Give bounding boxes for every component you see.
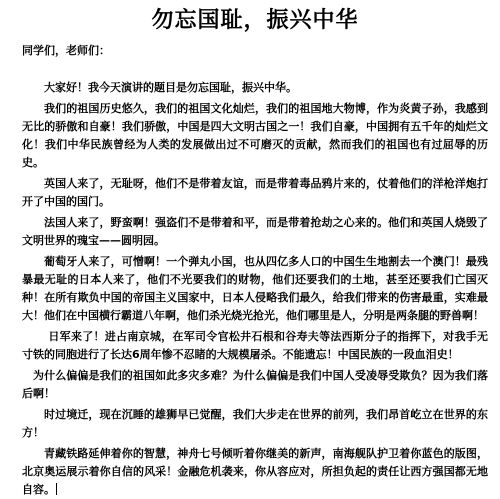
paragraph-4: 法国人来了，野蛮啊！强盗们不是带着和平，而是带着抢劫之心来的。他们和英国人烧毁了文明世界的瑰宝——圆明园。 bbox=[22, 216, 488, 247]
paragraph-2: 我们的祖国历史悠久，我们的祖国文化灿烂，我们的祖国地大物博，作为炎黄子孙，我感到无比的骄傲和自豪！我们骄傲，中国是四大文明古国之一！我们自豪，中国拥有五千年的灿烂文化！我们中华民族曾经为人类的发展做出过不可磨灭的贡献，然而我们的祖国也有过屈辱的历史。 bbox=[22, 102, 488, 169]
paragraph-7: 为什么偏偏是我们的祖国如此多灾多难？为什么偏偏是我们中国人受凌辱受欺负？因为我们落后啊！ bbox=[22, 369, 488, 400]
paragraph-9-text: 青藏铁路延伸着你的智慧，神舟七号倾听着你继美的新声，南海舰队护卫着你蓝色的版图，北京奥运展示着你自信的风采！金融危机袭来，你从容应对，所担负起的责任让西方强国都无地自容。 bbox=[22, 447, 488, 496]
text-cursor bbox=[56, 483, 57, 495]
paragraph-9[interactable] bbox=[22, 445, 488, 499]
paragraph-5: 葡萄牙人来了，可憎啊！一个弹丸小国，也从四亿多人口的中国生生地割去一个澳门！最残暴最无耻的日本人来了，他们不光要我们的财物，他们还要我们的土地，甚至还要我们亡国灭种！在所有欺负中国的帝国主义国家中，日本人侵略我们最久，给我们带来的伤害最重，实难最大！他们在中国横行霸道八年啊，他们杀光烧光抢光，他们哪里是人，分明是两条腿的野兽啊！ bbox=[22, 255, 488, 322]
document-title: 勿忘国耻，振兴中华 bbox=[151, 7, 359, 33]
greeting-line: 同学们，老师们： bbox=[22, 44, 110, 57]
paragraph-3: 英国人来了，无耻呀，他们不是带着友谊，而是带着毒品鸦片来的，仗着他们的洋枪洋炮打开了中国的国门。 bbox=[22, 177, 488, 208]
paragraph-6: 日军来了！进占南京城，在军司令官松井石根和谷寿夫等法西斯分子的指挥下，对我手无寸铁的同胞进行了长达6周年惨不忍睹的大规模屠杀。不能遗忘！中国民族的一段血泪史！ bbox=[22, 330, 488, 361]
paragraph-8: 时过境迁，现在沉睡的雄狮早已觉醒，我们大步走在世界的前列，我们昂首屹立在世界的东方！ bbox=[22, 408, 488, 439]
paragraph-1: 大家好！我今天演讲的题目是勿忘国耻，振兴中华。 bbox=[44, 81, 297, 94]
